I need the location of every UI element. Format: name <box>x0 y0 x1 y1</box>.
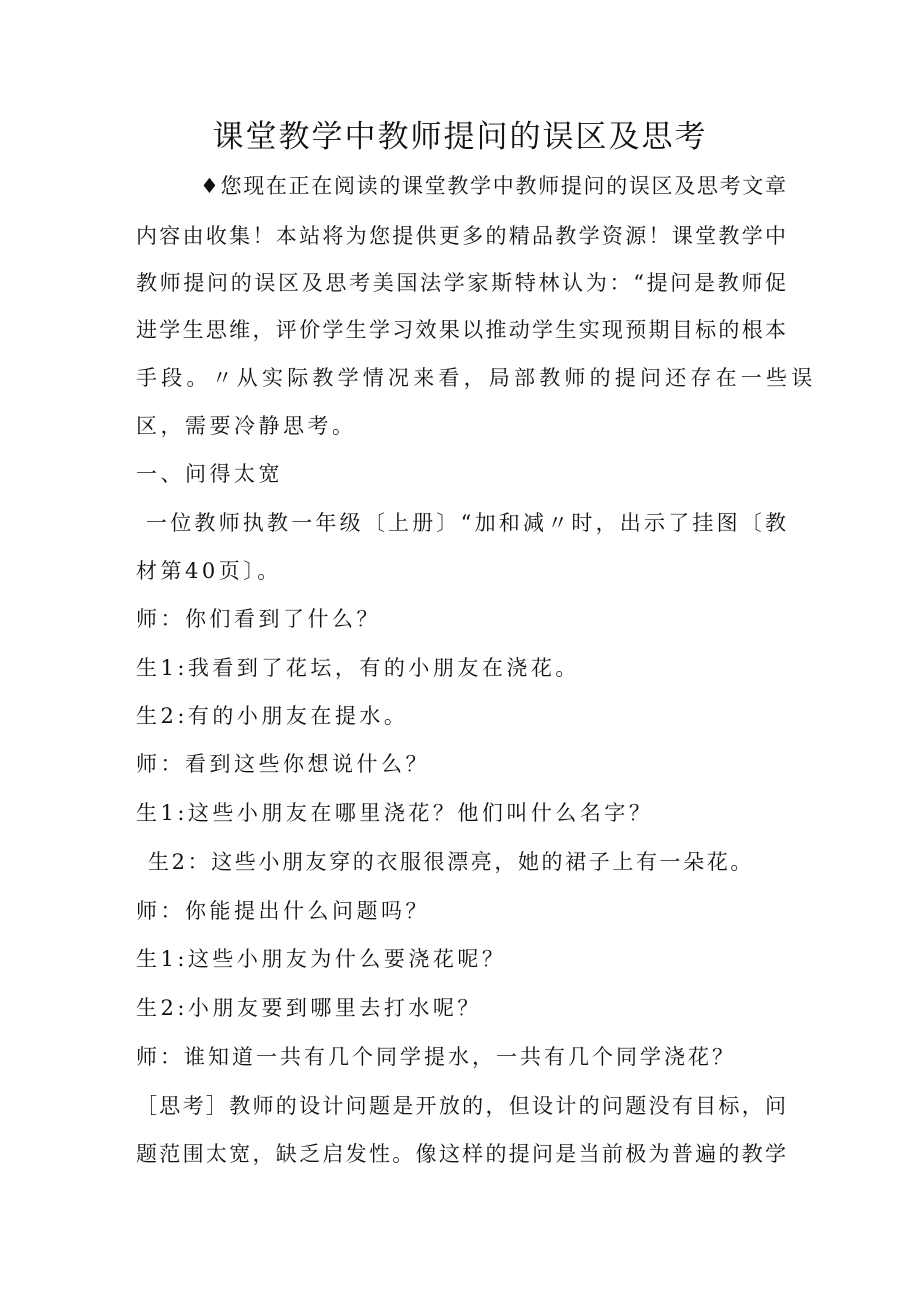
document-title: 课堂教学中教师提问的误区及思考 <box>212 119 708 155</box>
paragraph-line: 区，需要冷静思考。 <box>136 414 357 438</box>
dialogue-line: 师：你们看到了什么？ <box>136 607 381 631</box>
paragraph-line: 材第40页〕。 <box>136 559 282 583</box>
paragraph-line: 一位教师执教一年级〔上册〕“加和减〃时，出示了挂图〔教 <box>146 511 786 535</box>
dialogue-line: 师：你能提出什么问题吗？ <box>136 899 430 923</box>
dialogue-line: 生1:我看到了花坛，有的小朋友在浇花。 <box>136 656 580 680</box>
paragraph-line: 进学生思维，评价学生学习效果以推动学生实现预期目标的根本 <box>136 318 786 342</box>
dialogue-line: 生1:这些小朋友为什么要浇花呢？ <box>136 947 507 971</box>
paragraph-line: ［思考］教师的设计问题是开放的，但设计的问题没有目标，问 <box>136 1094 786 1118</box>
dialogue-line: 师：看到这些你想说什么？ <box>136 752 430 776</box>
paragraph-line: ♦您现在正在阅读的课堂教学中教师提问的误区及思考文章 <box>200 174 786 198</box>
paragraph-line: 内容由收集！本站将为您提供更多的精品教学资源！课堂教学中 <box>136 224 786 248</box>
dialogue-line: 生1:这些小朋友在哪里浇花？他们叫什么名字？ <box>136 801 654 825</box>
paragraph-line: 教师提问的误区及思考美国法学家斯特林认为：“提问是教师促 <box>136 271 786 295</box>
paragraph-line: 题范围太宽，缺乏启发性。像这样的提问是当前极为普遍的教学 <box>136 1142 786 1166</box>
dialogue-line: 生2：这些小朋友穿的衣服很漂亮，她的裙子上有一朵花。 <box>148 850 754 874</box>
dialogue-line: 师：谁知道一共有几个同学提水，一共有几个同学浇花？ <box>136 1045 736 1069</box>
dialogue-line: 生2:小朋友要到哪里去打水呢？ <box>136 996 482 1020</box>
paragraph-line: 手段。〃从实际教学情况来看，局部教师的提问还存在一些误 <box>136 366 817 390</box>
section-heading: 一、问得太宽 <box>136 462 283 486</box>
dialogue-line: 生2:有的小朋友在提水。 <box>136 704 409 728</box>
